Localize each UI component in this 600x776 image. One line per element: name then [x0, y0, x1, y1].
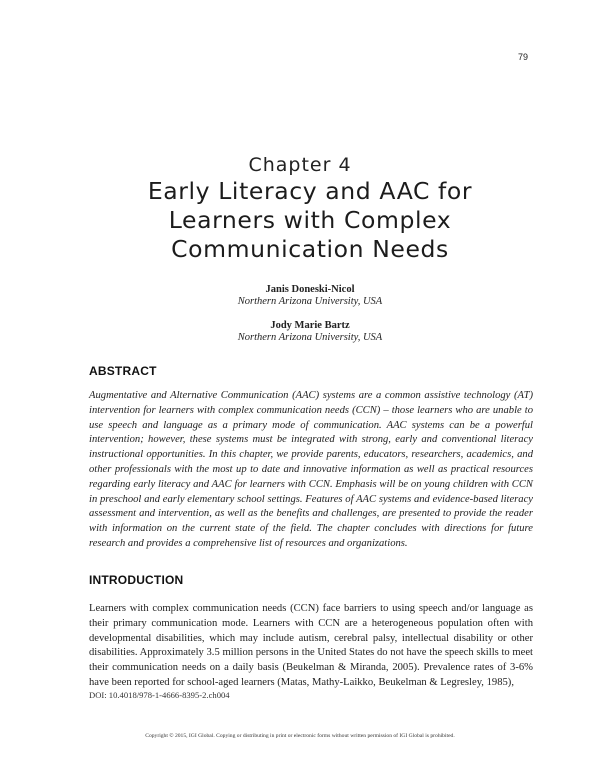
author-name: Jody Marie Bartz [270, 320, 350, 331]
abstract-text: Augmentative and Alternative Communication (AAC) systems are a common assistive technology (AT) intervention for learners with complex communication needs (CCN) – those learners who are unable to use speech and language as a primary mode of communication. AAC systems can be a powerful intervention; however, these systems must be integrated with strong, early and conventional literacy instructional opportunities. In this chapter, we provide parents, educators, researchers, academics, and other professionals with the most up to date and innovative information as well as practical resources regarding early literacy and AAC for learners with CCN. Emphasis will be on young children with CCN in preschool and early elementary school settings. Features of AAC systems and evidence-based literacy assessment and intervention, as well as the benefits and challenges, are presented to provide the reader with information on the current state of the field. The chapter concludes with directions for future research and provides a comprehensive list of resources and organizations. [89, 390, 533, 549]
chapter-title-line: Learners with Complex [168, 206, 452, 234]
doi: DOI: 10.4018/978-1-4666-8395-2.ch004 [89, 690, 230, 700]
author-affiliation: Northern Arizona University, USA [237, 296, 383, 307]
author-affiliation: Northern Arizona University, USA [237, 332, 383, 343]
chapter-label: Chapter 4 [248, 154, 352, 176]
chapter-title-line: Early Literacy and AAC for [147, 177, 473, 205]
chapter-title [100, 177, 520, 264]
chapter-title-line: Communication Needs [171, 235, 449, 263]
abstract-heading: ABSTRACT [89, 364, 157, 378]
page-number: 79 [517, 52, 528, 62]
copyright-notice: Copyright © 2015, IGI Global. Copying or distributing in print or electronic forms without written permission of IGI Global is prohibited. [145, 733, 455, 739]
author-name: Janis Doneski-Nicol [265, 284, 355, 295]
introduction-text: Learners with complex communication needs (CCN) face barriers to using speech and/or language as their primary communication mode. Learners with CCN are a heterogeneous population often with developmental disabilities, which may include autism, cerebral palsy, intellectual disability or other disabilities. Approximately 3.5 million persons in the United States do not have the speech skills to meet their communication needs on a daily basis (Beukelman & Miranda, 2005). Prevalence rates of 3-6% have been reported for school-aged learners (Matas, Mathy-Laikko, Beukelman & Legresley, 1985), [89, 603, 533, 688]
introduction-heading: INTRODUCTION [89, 573, 184, 587]
